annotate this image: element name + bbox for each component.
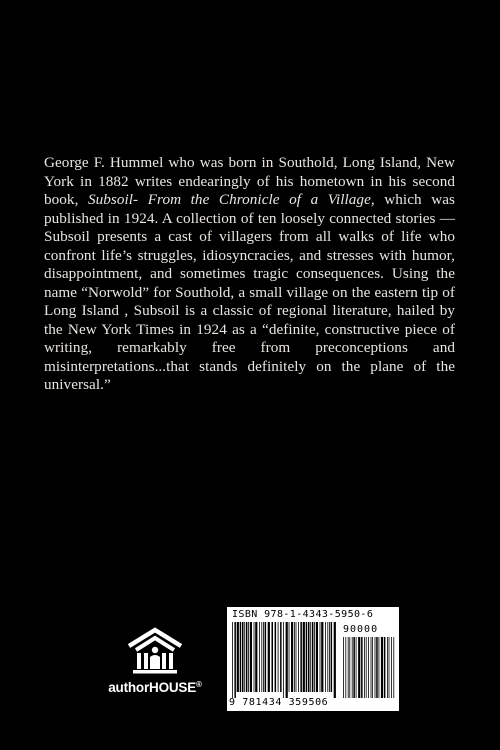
barcode-bar xyxy=(321,622,323,692)
barcode-bar xyxy=(263,622,264,692)
barcode-bar xyxy=(376,637,378,698)
barcode-bar xyxy=(352,637,353,698)
barcode-bar xyxy=(327,622,328,692)
barcode-bar xyxy=(331,622,333,692)
barcode-bar xyxy=(296,622,297,692)
barcode-bar xyxy=(310,622,311,692)
barcode-bar xyxy=(375,637,376,698)
barcode-bar xyxy=(237,622,239,692)
barcode-bar xyxy=(312,622,314,692)
isbn-barcode xyxy=(227,607,399,711)
house-book-icon xyxy=(123,626,187,676)
ean-bars xyxy=(232,622,336,698)
barcode-bar xyxy=(268,622,270,692)
barcode-bar xyxy=(348,637,349,698)
barcode-bar xyxy=(379,637,380,698)
barcode-bar xyxy=(372,637,373,698)
barcode-bar xyxy=(334,622,336,698)
barcode-bar xyxy=(278,622,279,692)
barcode-bar xyxy=(259,622,260,692)
barcode-bar xyxy=(298,622,299,692)
barcode-bar xyxy=(265,622,267,692)
barcode-bar xyxy=(248,622,249,692)
barcode-bar xyxy=(361,637,363,698)
barcode-bar xyxy=(366,637,367,698)
barcode-bar xyxy=(356,637,357,698)
barcode-bar xyxy=(308,622,310,692)
barcode-bar xyxy=(343,637,344,698)
barcode-bar xyxy=(314,622,315,692)
barcode-bar xyxy=(364,637,365,698)
barcode-bar xyxy=(275,622,277,692)
barcode-bar xyxy=(240,622,242,692)
book-title: Subsoil- From the Chronicle of a Village, xyxy=(87,191,375,208)
barcode-bar xyxy=(255,622,257,692)
barcode-bar xyxy=(384,637,386,698)
barcode-bar xyxy=(387,637,388,698)
barcode-bar xyxy=(393,637,394,698)
barcode-bar xyxy=(250,622,252,692)
blurb-intro: George F. Hummel who was born in Southold, Long Island, New York in 1882 writes endearingly of his hometown in his second book, xyxy=(44,154,455,208)
barcode-bar xyxy=(254,622,255,692)
barcode-bar xyxy=(294,622,295,692)
barcode-bar xyxy=(286,622,288,698)
barcode-bar xyxy=(329,622,330,692)
blurb-body: which was published in 1924. A collection of ten loosely connected stories — Subsoil presents a cast of villagers from all walks of life who confront life’s struggles, idiosyncracies, and stresses with humor, disappointment, and sometimes tragic consequences. Using the name “Norwold” for Southold, a small village on the eastern tip of Long Island , Subsoil is a classic of regional literature, hailed by the New York Times in 1924 as a “definite, constructive piece of writing, remarkably free from preconceptions and misinterpretations...that stands definitely on the plane of the universal.” xyxy=(44,191,455,393)
barcode-bar xyxy=(371,637,372,698)
barcode-bar xyxy=(325,622,326,692)
barcode-bar xyxy=(353,637,355,698)
barcode-bar xyxy=(242,622,244,692)
barcode-bar xyxy=(391,637,392,698)
publisher-name: authorHOUSE® xyxy=(108,680,202,695)
addon-bars xyxy=(343,637,395,698)
barcode-bar xyxy=(234,622,236,698)
barcode-bar xyxy=(320,622,321,692)
barcode-bar xyxy=(291,622,293,692)
publisher-logo xyxy=(96,626,214,696)
barcode-bar xyxy=(244,622,245,692)
barcode-bar xyxy=(316,622,318,692)
barcode-bar xyxy=(358,637,360,698)
barcode-bar xyxy=(261,622,262,692)
isbn-label: ISBN 978-1-4343-5950-6 xyxy=(232,609,374,620)
barcode-bar xyxy=(368,637,369,698)
barcode-bar xyxy=(300,622,302,692)
price-code: 90000 xyxy=(343,624,379,635)
barcode-bar xyxy=(306,622,308,692)
barcode-bar xyxy=(272,622,274,692)
barcode-bar xyxy=(389,637,390,698)
barcode-bar xyxy=(283,622,284,698)
barcode-bar xyxy=(232,622,233,698)
barcode-bar xyxy=(289,622,290,692)
barcode-bar xyxy=(303,622,305,692)
barcode-bar xyxy=(349,637,350,698)
barcode-bar xyxy=(345,637,346,698)
ean-digits: 9 781434 359506 xyxy=(229,697,329,708)
barcode-bar xyxy=(381,637,383,698)
barcode-bar xyxy=(246,622,248,692)
barcode-bar xyxy=(280,622,282,692)
back-cover-blurb xyxy=(44,154,455,395)
